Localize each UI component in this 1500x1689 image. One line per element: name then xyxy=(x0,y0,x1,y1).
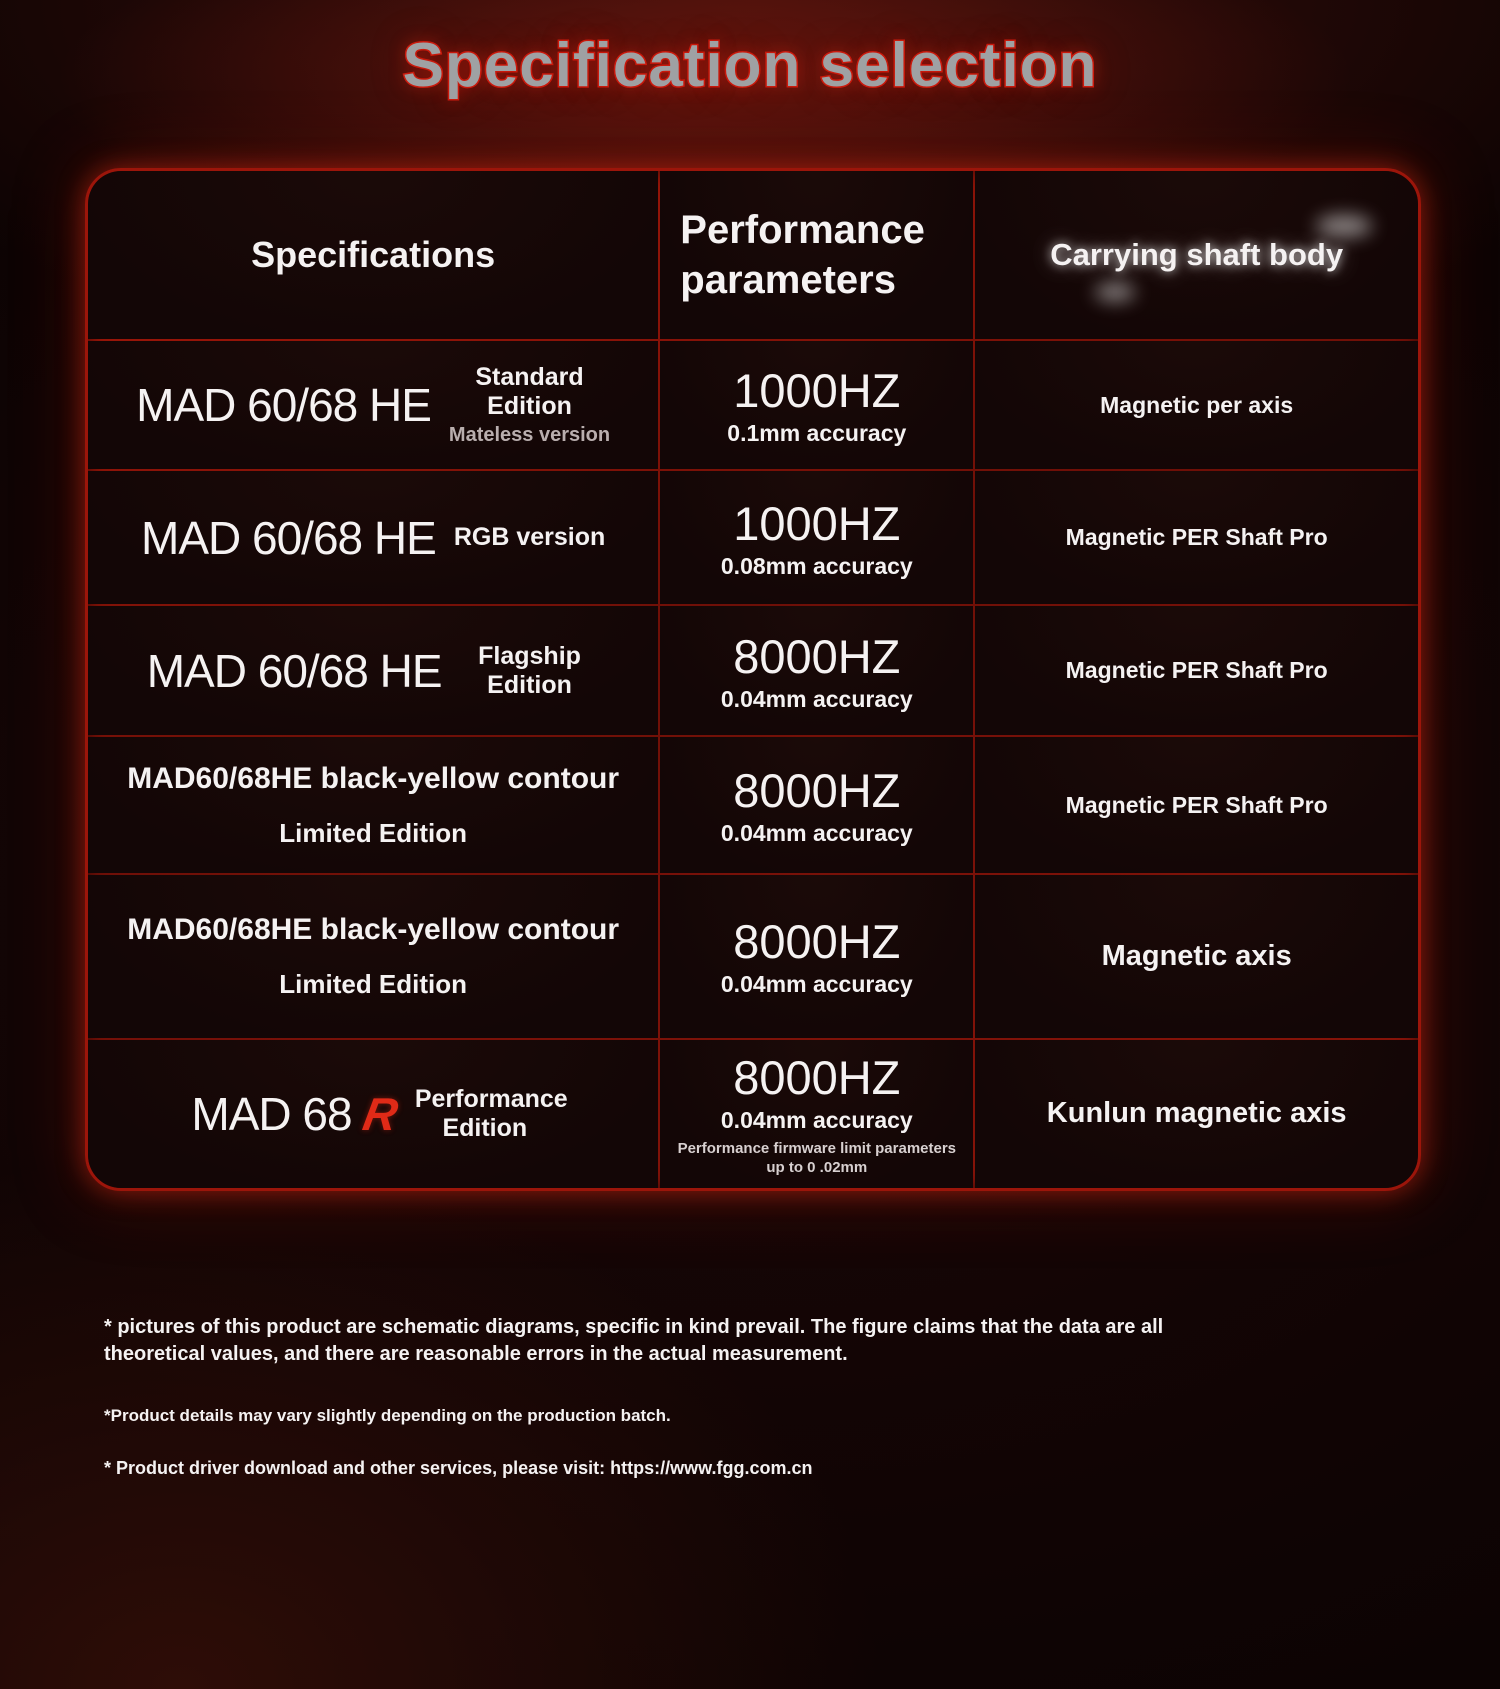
specification-table xyxy=(85,168,1421,1191)
footnote-production-batch: *Product details may vary slightly depending on the production batch. xyxy=(104,1406,671,1425)
table-row-spec-rgb xyxy=(88,471,658,603)
glow-smudge xyxy=(1316,215,1372,237)
header-specifications: Specifications xyxy=(88,171,658,339)
table-row-shaft-limited-1 xyxy=(975,737,1418,872)
edition-label: RGB version xyxy=(453,523,606,552)
polling-rate: 1000HZ xyxy=(733,364,901,418)
accuracy: 0.04mm accuracy xyxy=(720,685,913,712)
shaft-label: Magnetic PER Shaft Pro xyxy=(1065,657,1328,684)
polling-rate: 8000HZ xyxy=(733,764,901,818)
edition-label: Flagship Edition xyxy=(478,641,581,699)
table-row-spec-mad68r xyxy=(88,1040,658,1188)
table-row-shaft-mad68r xyxy=(975,1040,1418,1188)
model-name: MAD60/68HE black-yellow contour xyxy=(127,761,620,795)
header-carrying-shaft-body-label: Carrying shaft body xyxy=(1050,236,1344,272)
edition-label: Limited Edition xyxy=(279,968,468,999)
table-row-perf-limited-2 xyxy=(660,875,973,1038)
table-row-perf-flagship xyxy=(660,606,973,735)
table-row-shaft-rgb xyxy=(975,471,1418,603)
footnotes xyxy=(104,1314,1284,1479)
model-name: MAD 60/68 HE xyxy=(146,644,442,697)
model-name: MAD60/68HE black-yellow contour xyxy=(127,912,620,946)
accuracy: 0.1mm accuracy xyxy=(727,420,907,447)
page-title: Specification selection xyxy=(402,31,1098,100)
header-carrying-shaft-body xyxy=(975,171,1418,339)
edition-label: Performance Edition xyxy=(414,1085,568,1142)
glow-smudge xyxy=(1095,283,1135,301)
table-row-spec-limited-1 xyxy=(88,737,658,872)
table-row-perf-standard xyxy=(660,341,973,469)
shaft-label: Magnetic axis xyxy=(1101,939,1292,972)
polling-rate: 8000HZ xyxy=(733,915,901,969)
footnote-driver-download: * Product driver download and other services, please visit: https://www.fgg.com.cn xyxy=(104,1458,813,1478)
firmware-note: Performance firmware limit parameters up to 0 .02mm xyxy=(677,1140,957,1176)
edition-sub-label: Mateless version xyxy=(448,424,611,447)
table-row-spec-flagship xyxy=(88,606,658,735)
table-row-shaft-standard xyxy=(975,341,1418,469)
table-row-perf-rgb xyxy=(660,471,973,603)
shaft-label: Magnetic per axis xyxy=(1100,391,1294,418)
r-logo: R xyxy=(359,1087,402,1140)
header-performance-parameters: Performance parameters xyxy=(660,171,973,339)
table-row-shaft-limited-2 xyxy=(975,875,1418,1038)
shaft-label: Magnetic PER Shaft Pro xyxy=(1065,791,1328,818)
polling-rate: 1000HZ xyxy=(733,496,901,550)
shaft-label: Magnetic PER Shaft Pro xyxy=(1065,524,1328,551)
footnote-theoretical-values: * pictures of this product are schematic diagrams, specific in kind prevail. The figure claims that the data are all theoretical values, and there are reasonable errors in the actual measurement. xyxy=(104,1316,1164,1365)
model-name: MAD 68 xyxy=(191,1087,352,1140)
edition-label: Limited Edition xyxy=(279,817,468,848)
model-name: MAD 60/68 HE xyxy=(136,379,431,432)
table-row-spec-limited-2 xyxy=(88,875,658,1038)
accuracy: 0.08mm accuracy xyxy=(720,552,913,579)
accuracy: 0.04mm accuracy xyxy=(720,820,913,847)
accuracy: 0.04mm accuracy xyxy=(720,971,913,998)
accuracy: 0.04mm accuracy xyxy=(720,1107,913,1134)
model-name: MAD 60/68 HE xyxy=(141,511,436,564)
table-row-perf-mad68r xyxy=(660,1040,973,1188)
polling-rate: 8000HZ xyxy=(733,1051,901,1105)
table-row-spec-standard xyxy=(88,341,658,469)
edition-label: Standard Edition xyxy=(475,362,584,420)
table-row-perf-limited-1 xyxy=(660,737,973,872)
polling-rate: 8000HZ xyxy=(733,629,901,683)
shaft-label: Kunlun magnetic axis xyxy=(1046,1097,1347,1130)
table-row-shaft-flagship xyxy=(975,606,1418,735)
